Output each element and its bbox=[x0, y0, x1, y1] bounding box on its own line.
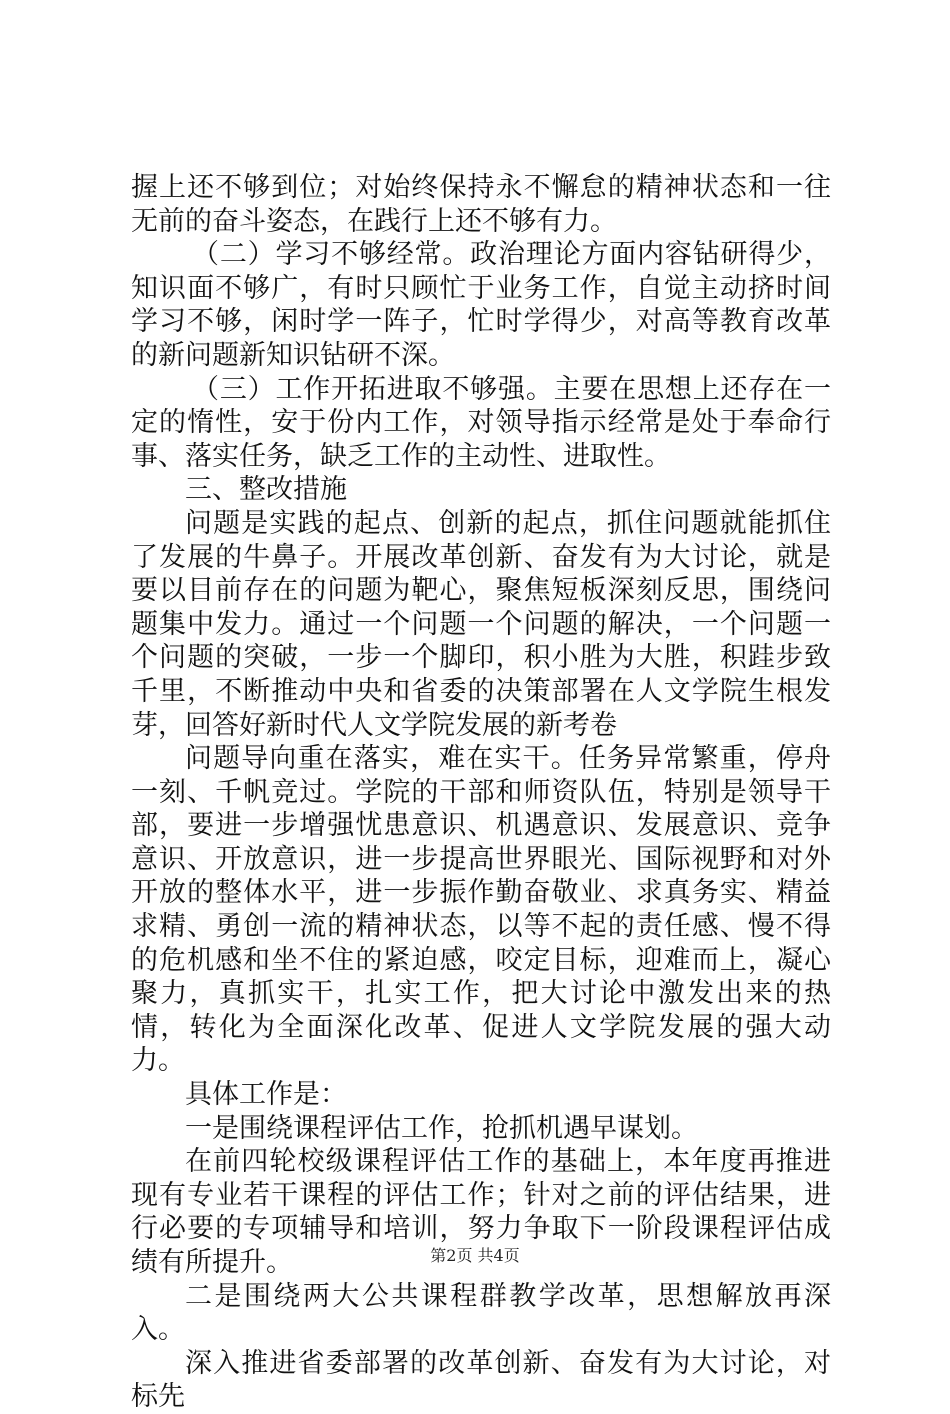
paragraph-issue-2: （二）学习不够经常。政治理论方面内容钻研得少，知识面不够广，有时只顾忙于业务工作，自觉主动挤时间学习不够，闲时学一阵子，忙时学得少，对高等教育改革的新问题新知识钻研不深。 bbox=[131, 239, 831, 371]
paragraph-problem-start: 问题是实践的起点、创新的起点，抓住问题就能抓住了发展的牛鼻子。开展改革创新、奋发有为大讨论，就是要以目前存在的问题为靶心，聚焦短板深刻反思，围绕问题集中发力。通过一个问题一个问题的解决，一个问题一个问题的突破，一步一个脚印，积小胜为大胜，积跬步致千里，不断推动中央和省委的决策部署在人文学院生根发芽，回答好新时代人文学院发展的新考卷 bbox=[131, 507, 831, 741]
paragraph-item-1-heading: 一是围绕课程评估工作，抢抓机遇早谋划。 bbox=[185, 1112, 698, 1144]
paragraph-issue-3: （三）工作开拓进取不够强。主要在思想上还存在一定的惰性，安于份内工作，对领导指示经常是处于奉命行事、落实任务，缺乏工作的主动性、进取性。 bbox=[131, 373, 831, 472]
paragraph-continuation: 握上还不够到位；对始终保持永不懈怠的精神状态和一往无前的奋斗姿态，在践行上还不够有力。 bbox=[131, 172, 831, 237]
section-heading-rectification: 三、整改措施 bbox=[185, 474, 347, 506]
paragraph-specific-work: 具体工作是： bbox=[185, 1079, 347, 1111]
paragraph-item-1-body: 在前四轮校级课程评估工作的基础上，本年度再推进现有专业若干课程的评估工作；针对之前的评估结果，进行必要的专项辅导和培训，努力争取下一阶段课程评估成绩有所提升。 bbox=[131, 1146, 831, 1278]
paragraph-implementation: 问题导向重在落实，难在实干。任务异常繁重，停舟一刻、千帆竞过。学院的干部和师资队伍，特别是领导干部，要进一步增强忧患意识、机遇意识、发展意识、竞争意识、开放意识，进一步提高世界眼光、国际视野和对外开放的整体水平，进一步振作勤奋敬业、求真务实、精益求精、勇创一流的精神状态，以等不起的责任感、慢不得的危机感和坐不住的紧迫感，咬定目标，迎难而上，凝心聚力，真抓实干，扎实工作，把大讨论中激发出来的热情，转化为全面深化改革、促进人文学院发展的强大动力。 bbox=[131, 743, 831, 1077]
paragraph-item-2-heading: 二是围绕两大公共课程群教学改革，思想解放再深入。 bbox=[131, 1280, 831, 1346]
document-body bbox=[131, 171, 831, 1414]
paragraph-item-2-body: 深入推进省委部署的改革创新、奋发有为大讨论，对标先 bbox=[131, 1347, 831, 1413]
page-footer: 第2页 共4页 bbox=[430, 1246, 520, 1265]
